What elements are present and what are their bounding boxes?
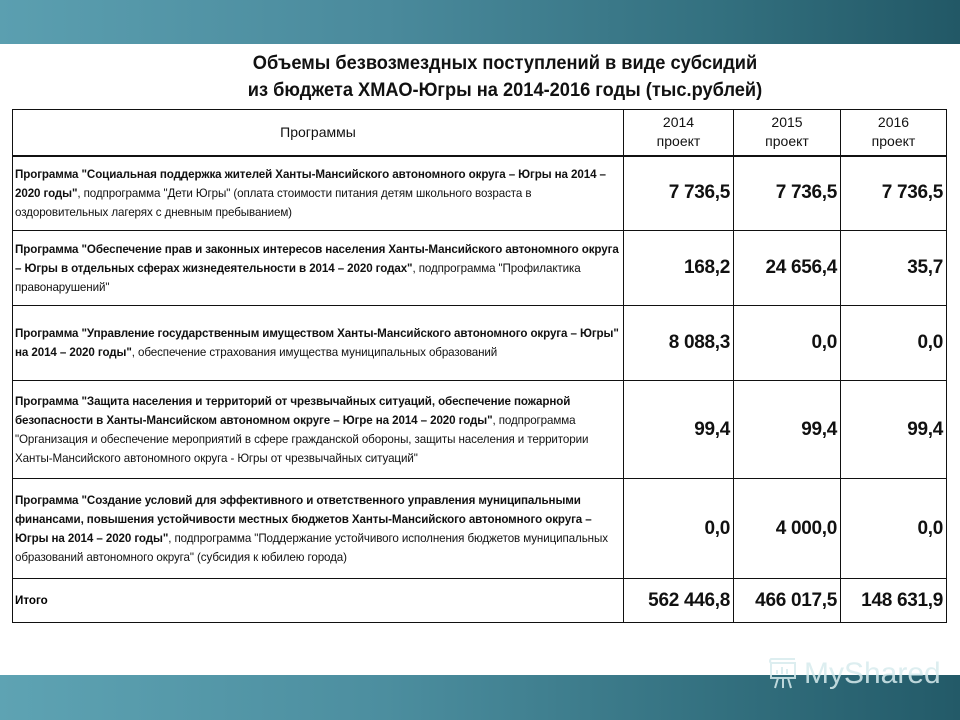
- header-year-2015: 2015 проект: [734, 110, 841, 156]
- value-2014: 7 736,5: [624, 156, 734, 231]
- total-2016: 148 631,9: [841, 579, 947, 623]
- total-row: [13, 579, 947, 623]
- value-2016: 0,0: [841, 306, 947, 381]
- header-year-2016: 2016 проект: [841, 110, 947, 156]
- page-title: [20, 50, 960, 104]
- total-label: Итого: [13, 579, 624, 623]
- value-2015: 24 656,4: [734, 231, 841, 306]
- value-2014: 99,4: [624, 381, 734, 479]
- total-2014: 562 446,8: [624, 579, 734, 623]
- header-year-2014: 2014 проект: [624, 110, 734, 156]
- value-2015: 4 000,0: [734, 479, 841, 579]
- program-cell: Программа "Защита населения и территорий от чрезвычайных ситуаций, обеспечение пожарной безопасности в Ханты-Мансийском автономном округе – Югре на 2014 – 2020 годы", подпрограмма "Организация и обеспечение мероприятий в сфере гражданской обороны, защиты населения и территории Ханты-Мансийского автономного округа - Югры от чрезвычайных ситуаций": [13, 381, 624, 479]
- table-row: [13, 479, 947, 579]
- program-cell: Программа "Социальная поддержка жителей Ханты-Мансийского автономного округа – Югры на 2014 – 2020 годы", подпрограмма "Дети Югры" (оплата стоимости питания детям школьного возраста в оздоровительных лагерях с дневным пребыванием): [13, 156, 624, 231]
- value-2016: 0,0: [841, 479, 947, 579]
- program-cell: Программа "Обеспечение прав и законных интересов населения Ханты-Мансийского автономного округа – Югры в отдельных сферах жизнедеятельности в 2014 – 2020 годах", подпрограмма "Профилактика правонарушений": [13, 231, 624, 306]
- header-programs: Программы: [13, 110, 624, 156]
- total-2015: 466 017,5: [734, 579, 841, 623]
- presentation-board-icon: [768, 658, 798, 690]
- watermark: [768, 656, 941, 692]
- value-2015: 7 736,5: [734, 156, 841, 231]
- program-cell: Программа "Создание условий для эффективного и ответственного управления муниципальными финансами, повышения устойчивости местных бюджетов Ханты-Мансийского автономного округа – Югры на 2014 – 2020 годы", подпрограмма "Поддержание устойчивого исполнения бюджетов муниципальных образований автономного округа" (субсидия к юбилею города): [13, 479, 624, 579]
- value-2016: 35,7: [841, 231, 947, 306]
- value-2016: 99,4: [841, 381, 947, 479]
- value-2014: 0,0: [624, 479, 734, 579]
- value-2015: 99,4: [734, 381, 841, 479]
- value-2016: 7 736,5: [841, 156, 947, 231]
- title-line-1: Объемы безвозмездных поступлений в виде субсидий: [252, 53, 758, 74]
- program-cell: Программа "Управление государственным имуществом Ханты-Мансийского автономного округа – Югры" на 2014 – 2020 годы", обеспечение страхования имущества муниципальных образований: [13, 306, 624, 381]
- watermark-text: MyShared: [804, 657, 941, 690]
- value-2015: 0,0: [734, 306, 841, 381]
- header-band: [0, 0, 960, 44]
- table-row: [13, 231, 947, 306]
- value-2014: 8 088,3: [624, 306, 734, 381]
- table-row: [13, 381, 947, 479]
- value-2014: 168,2: [624, 231, 734, 306]
- table-row: [13, 306, 947, 381]
- title-line-2: из бюджета ХМАО-Югры на 2014-2016 годы (тыс.рублей): [247, 80, 763, 101]
- table-header-row: [13, 110, 947, 156]
- subsidies-table: [12, 109, 947, 623]
- table-row: [13, 156, 947, 231]
